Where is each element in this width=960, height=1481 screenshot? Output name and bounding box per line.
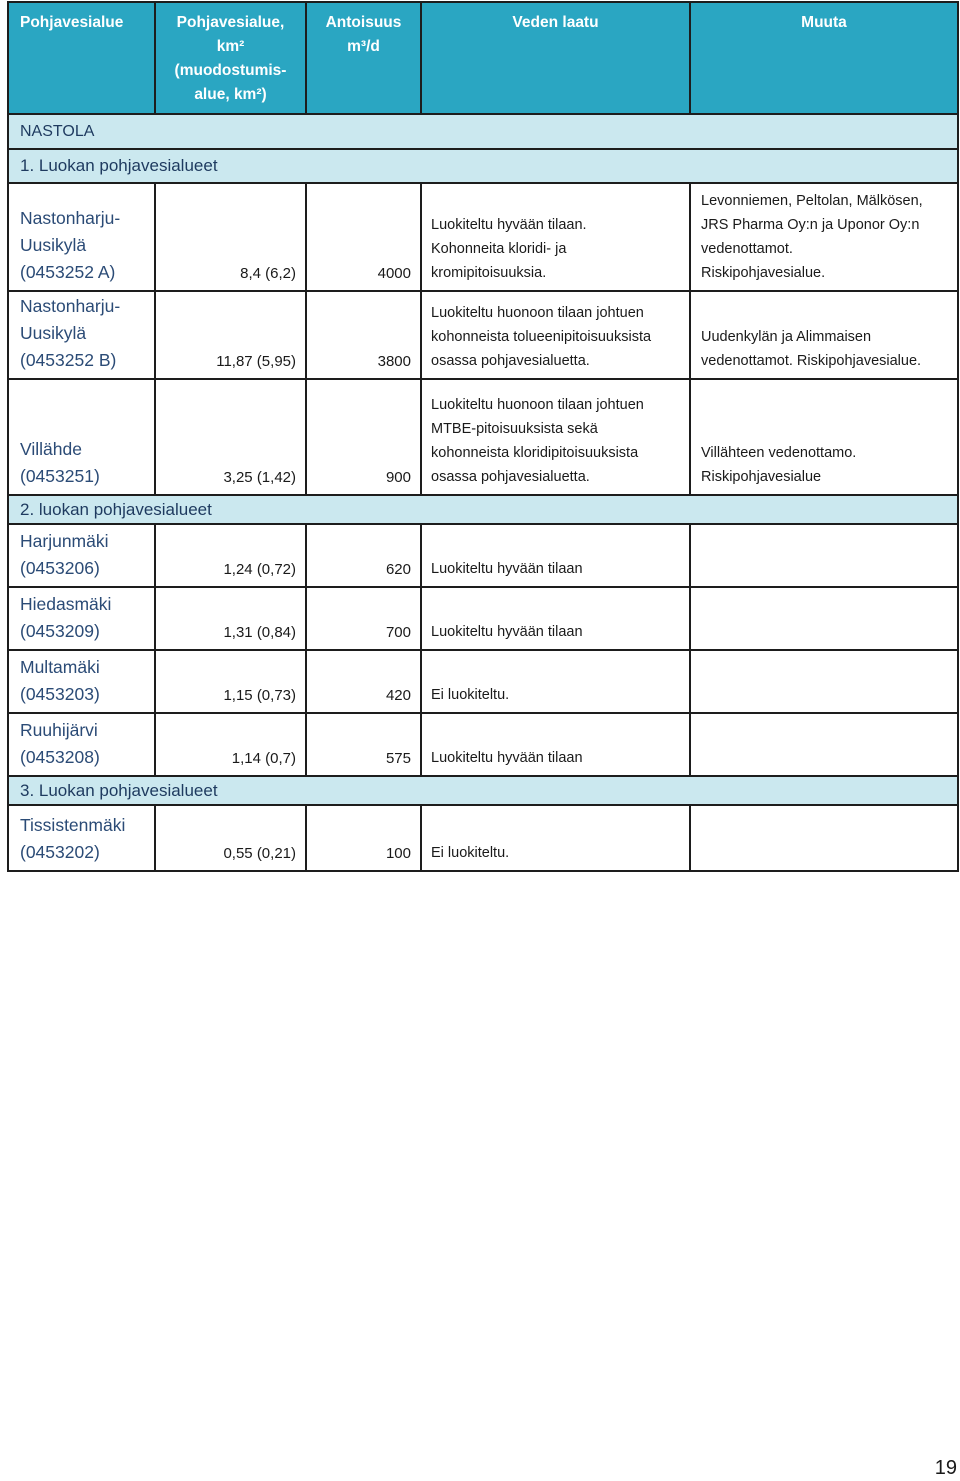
area-km2-cell: 3,25 (1,42)	[155, 379, 306, 495]
table-row	[8, 805, 958, 871]
cell-line: vedenottamot.	[701, 241, 793, 257]
water-quality-cell	[421, 650, 690, 713]
cell-line: Nastonharju-	[20, 208, 121, 228]
section-title: 1. Luokan pohjavesialueet	[8, 149, 958, 183]
cell-line: Tissistenmäki	[20, 815, 126, 835]
area-name-cell	[8, 379, 155, 495]
cell-line: Riskipohjavesialue	[701, 469, 822, 485]
water-quality-cell	[421, 713, 690, 776]
area-km2-cell: 1,14 (0,7)	[155, 713, 306, 776]
water-quality-cell	[421, 524, 690, 587]
cell-line: Luokiteltu hyvään tilaan	[431, 750, 583, 766]
cell-line: Luokiteltu hyvään tilaan	[431, 624, 583, 640]
cell-line: Harjunmäki	[20, 531, 109, 551]
yield-cell: 900	[306, 379, 421, 495]
cell-line: Uusikylä	[20, 235, 87, 255]
region-label: NASTOLA	[8, 114, 958, 149]
yield-cell: 3800	[306, 291, 421, 379]
cell-line: (0453202)	[20, 842, 100, 862]
cell-line: Nastonharju-	[20, 296, 121, 316]
cell-line: (0453203)	[20, 684, 100, 704]
header-groundwater-area: Pohjavesialue	[8, 2, 155, 114]
water-quality-cell	[421, 805, 690, 871]
table-row	[8, 183, 958, 291]
water-quality-cell	[421, 291, 690, 379]
yield-cell: 420	[306, 650, 421, 713]
cell-line: osassa pohjavesialuetta.	[431, 469, 590, 485]
page-number: 19	[934, 1457, 957, 1479]
area-km2-cell: 1,24 (0,72)	[155, 524, 306, 587]
area-km2-cell: 0,55 (0,21)	[155, 805, 306, 871]
groundwater-table	[7, 1, 959, 872]
area-name-cell	[8, 183, 155, 291]
other-cell	[690, 291, 958, 379]
area-name-cell	[8, 713, 155, 776]
cell-line: Uudenkylän ja Alimmaisen	[701, 329, 872, 345]
area-name-cell	[8, 524, 155, 587]
cell-line: Multamäki	[20, 657, 100, 677]
cell-line: kohonneista kloridipitoisuuksista	[431, 445, 639, 461]
region-row	[8, 114, 958, 149]
section-title: 3. Luokan pohjavesialueet	[8, 776, 958, 805]
cell-line: Luokiteltu hyvään tilaan.	[431, 217, 587, 233]
cell-line: (0453252 B)	[20, 350, 117, 370]
other-cell	[690, 805, 958, 871]
water-quality-cell	[421, 587, 690, 650]
area-name-cell	[8, 587, 155, 650]
section-title: 2. luokan pohjavesialueet	[8, 495, 958, 524]
cell-line: (0453251)	[20, 466, 100, 486]
yield-cell: 100	[306, 805, 421, 871]
water-quality-cell	[421, 379, 690, 495]
area-km2-cell: 11,87 (5,95)	[155, 291, 306, 379]
cell-line: osassa pohjavesialuetta.	[431, 353, 590, 369]
cell-line: (0453206)	[20, 558, 100, 578]
table-row	[8, 291, 958, 379]
table-row	[8, 379, 958, 495]
other-cell	[690, 524, 958, 587]
section-row	[8, 776, 958, 805]
header-row	[8, 2, 958, 114]
other-cell	[690, 379, 958, 495]
cell-line: Ruuhijärvi	[20, 720, 98, 740]
other-cell	[690, 183, 958, 291]
area-name-cell	[8, 805, 155, 871]
yield-cell: 700	[306, 587, 421, 650]
area-km2-cell: 1,15 (0,73)	[155, 650, 306, 713]
area-km2-cell: 8,4 (6,2)	[155, 183, 306, 291]
cell-line: MTBE-pitoisuuksista sekä	[431, 421, 598, 437]
other-cell	[690, 650, 958, 713]
section-row	[8, 495, 958, 524]
cell-line: vedenottamot. Riskipohjavesialue.	[701, 353, 922, 369]
area-name-cell	[8, 291, 155, 379]
cell-line: JRS Pharma Oy:n ja Uponor Oy:n	[701, 217, 920, 233]
yield-cell: 620	[306, 524, 421, 587]
section-row	[8, 149, 958, 183]
other-cell	[690, 587, 958, 650]
area-name-cell	[8, 650, 155, 713]
header-area-km2: Pohjavesialue, km² (muodostumis- alue, km²)	[155, 2, 306, 114]
cell-line: kohonneista tolueenipitoisuuksista	[431, 329, 652, 345]
yield-cell: 575	[306, 713, 421, 776]
cell-line: Ei luokiteltu.	[431, 687, 510, 703]
table-row	[8, 650, 958, 713]
cell-line: Villähteen vedenottamo.	[701, 445, 857, 461]
cell-line: Riskipohjavesialue.	[701, 265, 826, 281]
table-row	[8, 713, 958, 776]
cell-line: Luokiteltu huonoon tilaan johtuen	[431, 397, 644, 413]
yield-cell: 4000	[306, 183, 421, 291]
header-other: Muuta	[690, 2, 958, 114]
area-km2-cell: 1,31 (0,84)	[155, 587, 306, 650]
header-water-quality: Veden laatu	[421, 2, 690, 114]
cell-line: Uusikylä	[20, 323, 87, 343]
water-quality-cell	[421, 183, 690, 291]
cell-line: Villähde	[20, 439, 82, 459]
cell-line: Ei luokiteltu.	[431, 845, 510, 861]
cell-line: (0453209)	[20, 621, 100, 641]
cell-line: Kohonneita kloridi- ja	[431, 241, 567, 257]
cell-line: Hiedasmäki	[20, 594, 112, 614]
cell-line: Luokiteltu hyvään tilaan	[431, 561, 583, 577]
cell-line: Levonniemen, Peltolan, Mälkösen,	[701, 193, 923, 209]
table-row	[8, 524, 958, 587]
cell-line: (0453208)	[20, 747, 100, 767]
cell-line: Luokiteltu huonoon tilaan johtuen	[431, 305, 644, 321]
header-yield: Antoisuus m³/d	[306, 2, 421, 114]
other-cell	[690, 713, 958, 776]
table-row	[8, 587, 958, 650]
cell-line: kromipitoisuuksia.	[431, 265, 547, 281]
cell-line: (0453252 A)	[20, 262, 116, 282]
